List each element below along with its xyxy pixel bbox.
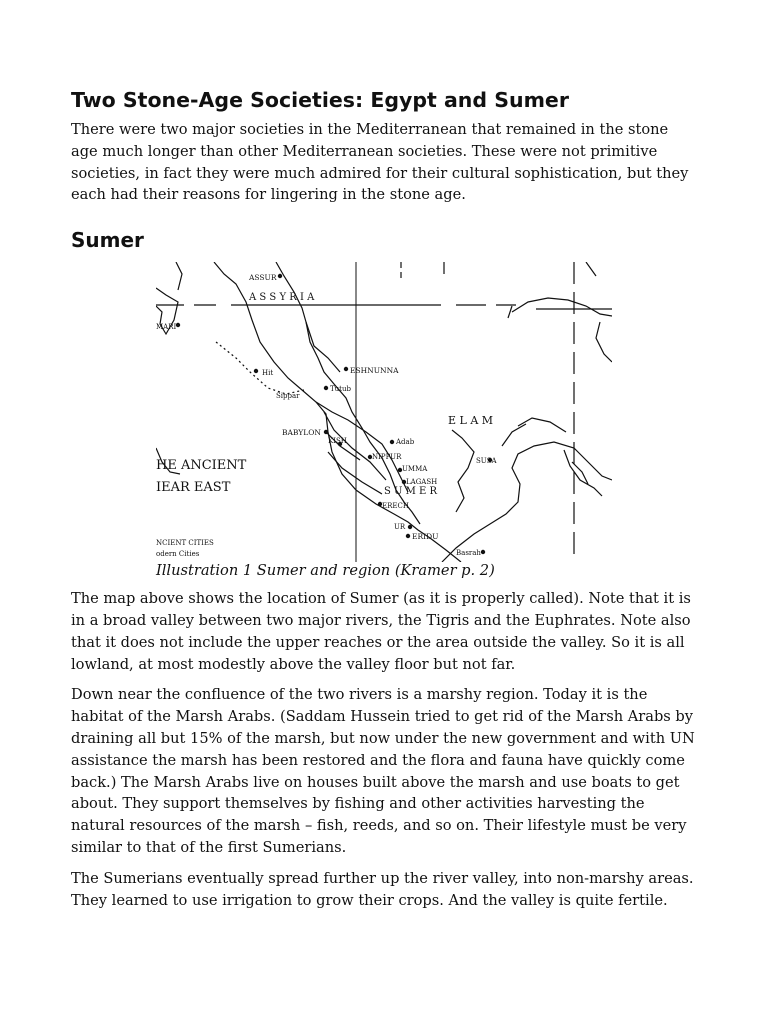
map-label-nippur: NIPPUR xyxy=(372,453,402,462)
map-legend-modern-cities: odern Cities xyxy=(156,550,200,559)
map-label-lagash: LAGASH xyxy=(406,478,438,487)
map-label-assur: ASSUR xyxy=(249,273,277,283)
intro-paragraph: There were two major societies in the Mediterranean that remained in the stone age much longer than other Mediterranean societies. These were not primitive societies, in fact they were much admired for their cultural sophistication, but they each had their reasons for lingering in the stone age. xyxy=(71,121,689,204)
map-label-eridu: ERIDU xyxy=(412,532,439,542)
figure-sumer-map xyxy=(71,262,697,580)
map-title-line-2: IEAR EAST xyxy=(156,480,231,496)
map-label-adab: Adab xyxy=(396,438,415,447)
map-label-tutub: Tutub xyxy=(330,385,351,394)
map-label-elam: E L A M xyxy=(448,414,494,428)
map-label-umma: UMMA xyxy=(402,465,428,474)
document-content xyxy=(71,86,697,920)
map-label-babylon: BABYLON xyxy=(282,428,321,438)
map-label-susa: SUSA xyxy=(476,457,497,466)
map-label-ur: UR xyxy=(394,523,406,532)
map-image xyxy=(156,262,612,562)
map-label-eshnunna: ESHNUNNA xyxy=(350,366,399,376)
body-paragraph-1: The map above shows the location of Sumer (as it is properly called). Note that it is in a broad valley between two major rivers, the Tigris and the Euphrates. Note also that it does not include the upper reaches or the area outside the valley. So it is all lowland, at most modestly above the valley floor but not far. xyxy=(71,590,691,673)
section-heading-sumer: Sumer xyxy=(71,228,144,253)
map-label-assyria: A S S Y R I A xyxy=(249,292,315,304)
map-title-line-1: HE ANCIENT xyxy=(156,458,247,474)
map-label-mari: MARI xyxy=(156,323,177,332)
document-title: Two Stone-Age Societies: Egypt and Sumer xyxy=(71,88,569,112)
map-label-hit: Hit xyxy=(262,369,274,378)
body-paragraph-2: Down near the confluence of the two rivers is a marshy region. Today it is the habitat of the Marsh Arabs. (Saddam Hussein tried to get rid of the Marsh Arabs by draining all but 15% of the marsh, but now under the new government and with UN assistance the marsh has been restored and the flora and fauna have quickly come back.) The Marsh Arabs live on houses built above the marsh and use boats to get about. They support themselves by fishing and other activities harvesting the natural resources of the marsh – fish, reeds, and so on. Their lifestyle must be very similar to that of the first Sumerians. xyxy=(71,686,695,856)
map-label-sumer: S U M E R xyxy=(384,486,438,498)
map-legend-ancient-cities: NCIENT CITIES xyxy=(156,539,214,548)
map-label-sippar: Sippar xyxy=(276,392,300,401)
map-label-kish: KISH xyxy=(328,437,347,446)
map-label-basrah: Basrah xyxy=(456,549,481,558)
figure-caption: Illustration 1 Sumer and region (Kramer p. 2) xyxy=(156,562,495,580)
body-paragraph-3: The Sumerians eventually spread further up the river valley, into non-marshy areas. They learned to use irrigation to grow their crops. And the valley is quite fertile. xyxy=(71,869,694,909)
map-label-erech: ERECH xyxy=(382,502,409,511)
ancient-near-east-map xyxy=(156,262,612,562)
